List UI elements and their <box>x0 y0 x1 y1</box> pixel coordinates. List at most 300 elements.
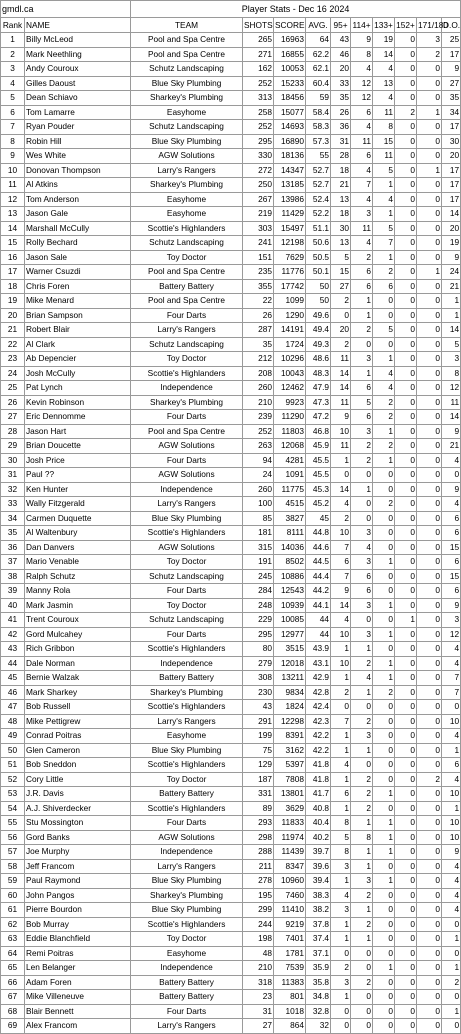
cell-171-180: 3 <box>417 33 442 48</box>
cell-rank: 15 <box>1 236 25 251</box>
cell-152plus: 0 <box>395 178 417 193</box>
cell-shots: 239 <box>243 410 274 425</box>
cell-shots: 291 <box>243 714 274 729</box>
cell-114plus: 2 <box>351 453 373 468</box>
cell-team: Toy Doctor <box>131 932 243 947</box>
cell-133plus: 1 <box>373 352 395 367</box>
cell-171-180: 0 <box>417 497 442 512</box>
cell-name: Mark Jasmin <box>25 598 131 613</box>
cell-shots: 94 <box>243 453 274 468</box>
cell-rank: 58 <box>1 859 25 874</box>
table-row <box>1 845 461 860</box>
cell-shots: 271 <box>243 47 274 62</box>
cell-95plus: 26 <box>331 105 351 120</box>
cell-name: Chris Foren <box>25 279 131 294</box>
cell-team: Sharkey's Plumbing <box>131 888 243 903</box>
cell-95plus: 10 <box>331 627 351 642</box>
cell-avg: 57.3 <box>306 134 331 149</box>
title-row <box>1 1 461 18</box>
cell-133plus: 1 <box>373 816 395 831</box>
cell-rank: 55 <box>1 816 25 831</box>
cell-score: 1781 <box>274 946 306 961</box>
cell-95plus: 1 <box>331 874 351 889</box>
cell-do: 34 <box>442 105 461 120</box>
cell-152plus: 0 <box>395 120 417 135</box>
cell-rank: 16 <box>1 250 25 265</box>
column-header-score: SCORE <box>274 18 306 33</box>
cell-95plus: 1 <box>331 743 351 758</box>
cell-shots: 258 <box>243 105 274 120</box>
cell-171-180: 2 <box>417 47 442 62</box>
column-header-name: NAME <box>25 18 131 33</box>
cell-score: 7808 <box>274 772 306 787</box>
cell-shots: 293 <box>243 816 274 831</box>
cell-score: 7629 <box>274 250 306 265</box>
cell-team: Blue Sky Plumbing <box>131 76 243 91</box>
cell-name: Rolly Bechard <box>25 236 131 251</box>
cell-95plus: 14 <box>331 482 351 497</box>
cell-avg: 40.8 <box>306 801 331 816</box>
cell-133plus: 0 <box>373 613 395 628</box>
cell-rank: 65 <box>1 961 25 976</box>
cell-do: 11 <box>442 395 461 410</box>
cell-95plus: 8 <box>331 816 351 831</box>
table-row <box>1 816 461 831</box>
cell-114plus: 1 <box>351 859 373 874</box>
cell-shots: 235 <box>243 265 274 280</box>
cell-114plus: 4 <box>351 540 373 555</box>
table-row <box>1 381 461 396</box>
cell-shots: 229 <box>243 613 274 628</box>
cell-name: Tom Lamarre <box>25 105 131 120</box>
header-row <box>1 18 461 33</box>
cell-133plus: 0 <box>373 946 395 961</box>
cell-rank: 17 <box>1 265 25 280</box>
cell-team: Pool and Spa Centre <box>131 265 243 280</box>
cell-114plus: 12 <box>351 76 373 91</box>
cell-do: 20 <box>442 221 461 236</box>
cell-114plus: 0 <box>351 337 373 352</box>
cell-152plus: 0 <box>395 888 417 903</box>
cell-95plus: 4 <box>331 758 351 773</box>
cell-shots: 208 <box>243 366 274 381</box>
cell-95plus: 13 <box>331 192 351 207</box>
cell-do: 9 <box>442 424 461 439</box>
cell-152plus: 0 <box>395 569 417 584</box>
cell-name: Donovan Thompson <box>25 163 131 178</box>
cell-95plus: 0 <box>331 468 351 483</box>
page-title: Player Stats - Dec 16 2024 <box>131 1 461 18</box>
cell-171-180: 0 <box>417 178 442 193</box>
cell-name: Glen Cameron <box>25 743 131 758</box>
cell-171-180: 0 <box>417 888 442 903</box>
cell-95plus: 15 <box>331 265 351 280</box>
cell-114plus: 0 <box>351 613 373 628</box>
cell-team: Easyhome <box>131 729 243 744</box>
cell-do: 1 <box>442 743 461 758</box>
cell-171-180: 0 <box>417 903 442 918</box>
cell-95plus: 4 <box>331 888 351 903</box>
cell-score: 13211 <box>274 671 306 686</box>
cell-171-180: 0 <box>417 439 442 454</box>
cell-team: Toy Doctor <box>131 598 243 613</box>
cell-do: 10 <box>442 787 461 802</box>
cell-171-180: 0 <box>417 453 442 468</box>
cell-score: 14191 <box>274 323 306 338</box>
cell-114plus: 1 <box>351 482 373 497</box>
column-header-team: TEAM <box>131 18 243 33</box>
cell-171-180: 0 <box>417 352 442 367</box>
cell-95plus: 2 <box>331 961 351 976</box>
cell-114plus: 1 <box>351 294 373 309</box>
cell-shots: 210 <box>243 395 274 410</box>
cell-shots: 308 <box>243 671 274 686</box>
cell-152plus: 2 <box>395 105 417 120</box>
table-row <box>1 1004 461 1019</box>
cell-do: 6 <box>442 526 461 541</box>
cell-152plus: 0 <box>395 134 417 149</box>
cell-score: 8347 <box>274 859 306 874</box>
cell-171-180: 0 <box>417 961 442 976</box>
cell-95plus: 1 <box>331 671 351 686</box>
cell-rank: 48 <box>1 714 25 729</box>
table-row <box>1 917 461 932</box>
cell-rank: 61 <box>1 903 25 918</box>
cell-133plus: 0 <box>373 511 395 526</box>
cell-114plus: 1 <box>351 932 373 947</box>
table-row <box>1 584 461 599</box>
cell-do: 0 <box>442 700 461 715</box>
cell-score: 18136 <box>274 149 306 164</box>
cell-score: 11974 <box>274 830 306 845</box>
table-row <box>1 1019 461 1034</box>
cell-avg: 48.3 <box>306 366 331 381</box>
cell-team: Battery Battery <box>131 990 243 1005</box>
cell-152plus: 0 <box>395 903 417 918</box>
cell-team: Scottie's Highlanders <box>131 526 243 541</box>
cell-score: 4281 <box>274 453 306 468</box>
cell-score: 1018 <box>274 1004 306 1019</box>
cell-do: 35 <box>442 91 461 106</box>
cell-avg: 52.7 <box>306 163 331 178</box>
cell-do: 1 <box>442 961 461 976</box>
cell-rank: 69 <box>1 1019 25 1034</box>
cell-114plus: 4 <box>351 163 373 178</box>
table-row <box>1 279 461 294</box>
cell-name: Wally Fitzgerald <box>25 497 131 512</box>
cell-avg: 44.1 <box>306 598 331 613</box>
cell-score: 14693 <box>274 120 306 135</box>
cell-171-180: 0 <box>417 917 442 932</box>
cell-score: 801 <box>274 990 306 1005</box>
cell-team: Toy Doctor <box>131 555 243 570</box>
cell-name: Stu Mossington <box>25 816 131 831</box>
table-row <box>1 801 461 816</box>
cell-score: 11290 <box>274 410 306 425</box>
cell-rank: 18 <box>1 279 25 294</box>
cell-team: AGW Solutions <box>131 149 243 164</box>
cell-95plus: 1 <box>331 917 351 932</box>
cell-114plus: 0 <box>351 1019 373 1034</box>
cell-95plus: 1 <box>331 729 351 744</box>
cell-shots: 355 <box>243 279 274 294</box>
cell-team: Four Darts <box>131 308 243 323</box>
cell-rank: 50 <box>1 743 25 758</box>
cell-do: 30 <box>442 134 461 149</box>
cell-shots: 31 <box>243 1004 274 1019</box>
cell-team: Scottie's Highlanders <box>131 758 243 773</box>
cell-152plus: 0 <box>395 395 417 410</box>
cell-rank: 44 <box>1 656 25 671</box>
cell-shots: 265 <box>243 33 274 48</box>
cell-shots: 284 <box>243 584 274 599</box>
table-row <box>1 830 461 845</box>
cell-171-180: 0 <box>417 555 442 570</box>
cell-171-180: 0 <box>417 279 442 294</box>
cell-114plus: 3 <box>351 526 373 541</box>
cell-133plus: 0 <box>373 859 395 874</box>
cell-rank: 7 <box>1 120 25 135</box>
table-row <box>1 468 461 483</box>
cell-95plus: 33 <box>331 76 351 91</box>
cell-171-180: 0 <box>417 250 442 265</box>
table-row <box>1 192 461 207</box>
cell-114plus: 9 <box>351 33 373 48</box>
cell-171-180: 0 <box>417 874 442 889</box>
cell-score: 16855 <box>274 47 306 62</box>
cell-95plus: 3 <box>331 859 351 874</box>
table-row <box>1 178 461 193</box>
cell-team: Pool and Spa Centre <box>131 424 243 439</box>
cell-95plus: 10 <box>331 424 351 439</box>
cell-avg: 62.1 <box>306 62 331 77</box>
table-row <box>1 787 461 802</box>
table-row <box>1 91 461 106</box>
cell-rank: 10 <box>1 163 25 178</box>
cell-152plus: 0 <box>395 47 417 62</box>
cell-133plus: 0 <box>373 758 395 773</box>
column-header-avg: AVG. <box>306 18 331 33</box>
cell-shots: 22 <box>243 294 274 309</box>
table-row <box>1 134 461 149</box>
cell-152plus: 0 <box>395 917 417 932</box>
cell-avg: 44.4 <box>306 569 331 584</box>
cell-152plus: 0 <box>395 279 417 294</box>
cell-name: Rich Gribbon <box>25 642 131 657</box>
cell-avg: 58.4 <box>306 105 331 120</box>
cell-171-180: 0 <box>417 323 442 338</box>
cell-152plus: 0 <box>395 830 417 845</box>
cell-name: Ken Hunter <box>25 482 131 497</box>
table-row <box>1 337 461 352</box>
cell-133plus: 1 <box>373 787 395 802</box>
cell-152plus: 0 <box>395 627 417 642</box>
column-header-shots: SHOTS <box>243 18 274 33</box>
cell-avg: 35.8 <box>306 975 331 990</box>
cell-133plus: 1 <box>373 627 395 642</box>
cell-shots: 252 <box>243 120 274 135</box>
cell-rank: 38 <box>1 569 25 584</box>
cell-95plus: 14 <box>331 381 351 396</box>
cell-133plus: 5 <box>373 163 395 178</box>
cell-171-180: 0 <box>417 787 442 802</box>
cell-95plus: 0 <box>331 308 351 323</box>
cell-name: Bernie Walzak <box>25 671 131 686</box>
cell-avg: 34.8 <box>306 990 331 1005</box>
cell-shots: 250 <box>243 178 274 193</box>
cell-do: 17 <box>442 192 461 207</box>
cell-rank: 9 <box>1 149 25 164</box>
cell-133plus: 0 <box>373 903 395 918</box>
cell-shots: 89 <box>243 801 274 816</box>
cell-shots: 245 <box>243 569 274 584</box>
cell-133plus: 11 <box>373 105 395 120</box>
cell-do: 1 <box>442 801 461 816</box>
cell-rank: 60 <box>1 888 25 903</box>
cell-114plus: 3 <box>351 598 373 613</box>
cell-133plus: 0 <box>373 772 395 787</box>
cell-152plus: 0 <box>395 236 417 251</box>
cell-team: Larry's Rangers <box>131 1019 243 1034</box>
cell-133plus: 0 <box>373 1019 395 1034</box>
cell-avg: 50 <box>306 279 331 294</box>
table-row <box>1 395 461 410</box>
cell-133plus: 2 <box>373 265 395 280</box>
cell-name: Paul Raymond <box>25 874 131 889</box>
cell-152plus: 0 <box>395 337 417 352</box>
cell-name: J.R. Davis <box>25 787 131 802</box>
cell-avg: 40.4 <box>306 816 331 831</box>
cell-114plus: 3 <box>351 352 373 367</box>
cell-name: Al Atkins <box>25 178 131 193</box>
cell-avg: 50 <box>306 294 331 309</box>
cell-avg: 49.6 <box>306 308 331 323</box>
cell-133plus: 0 <box>373 743 395 758</box>
cell-score: 11775 <box>274 482 306 497</box>
cell-133plus: 0 <box>373 526 395 541</box>
cell-171-180: 0 <box>417 381 442 396</box>
cell-shots: 210 <box>243 961 274 976</box>
cell-name: Ralph Schutz <box>25 569 131 584</box>
table-row <box>1 33 461 48</box>
cell-95plus: 35 <box>331 91 351 106</box>
cell-score: 11439 <box>274 845 306 860</box>
cell-do: 21 <box>442 439 461 454</box>
cell-name: Blair Bennett <box>25 1004 131 1019</box>
cell-shots: 267 <box>243 192 274 207</box>
cell-shots: 313 <box>243 91 274 106</box>
cell-rank: 27 <box>1 410 25 425</box>
cell-rank: 63 <box>1 932 25 947</box>
cell-avg: 43.1 <box>306 656 331 671</box>
cell-152plus: 0 <box>395 859 417 874</box>
cell-rank: 68 <box>1 1004 25 1019</box>
cell-shots: 260 <box>243 381 274 396</box>
cell-shots: 295 <box>243 627 274 642</box>
cell-team: Larry's Rangers <box>131 714 243 729</box>
cell-name: Alex Francom <box>25 1019 131 1034</box>
cell-152plus: 0 <box>395 439 417 454</box>
cell-114plus: 2 <box>351 656 373 671</box>
table-row <box>1 236 461 251</box>
cell-name: Mario Venable <box>25 555 131 570</box>
cell-do: 5 <box>442 337 461 352</box>
cell-team: Schutz Landscaping <box>131 62 243 77</box>
cell-avg: 37.8 <box>306 917 331 932</box>
cell-score: 10043 <box>274 366 306 381</box>
cell-name: Remi Poitras <box>25 946 131 961</box>
cell-team: Larry's Rangers <box>131 323 243 338</box>
cell-do: 2 <box>442 975 461 990</box>
cell-do: 10 <box>442 816 461 831</box>
cell-152plus: 0 <box>395 874 417 889</box>
cell-name: Adam Foren <box>25 975 131 990</box>
cell-avg: 32.8 <box>306 1004 331 1019</box>
cell-team: Independence <box>131 845 243 860</box>
cell-team: Blue Sky Plumbing <box>131 743 243 758</box>
cell-152plus: 0 <box>395 700 417 715</box>
cell-team: Toy Doctor <box>131 772 243 787</box>
cell-team: Scottie's Highlanders <box>131 642 243 657</box>
cell-team: Four Darts <box>131 410 243 425</box>
table-row <box>1 569 461 584</box>
cell-do: 0 <box>442 990 461 1005</box>
cell-rank: 43 <box>1 642 25 657</box>
cell-do: 12 <box>442 381 461 396</box>
cell-do: 8 <box>442 366 461 381</box>
table-row <box>1 540 461 555</box>
cell-171-180: 0 <box>417 308 442 323</box>
cell-team: Battery Battery <box>131 975 243 990</box>
cell-114plus: 1 <box>351 308 373 323</box>
cell-shots: 248 <box>243 598 274 613</box>
cell-rank: 49 <box>1 729 25 744</box>
cell-name: Mike Menard <box>25 294 131 309</box>
cell-avg: 62.2 <box>306 47 331 62</box>
cell-do: 4 <box>442 453 461 468</box>
cell-133plus: 1 <box>373 656 395 671</box>
cell-114plus: 2 <box>351 323 373 338</box>
cell-114plus: 2 <box>351 250 373 265</box>
cell-133plus: 0 <box>373 468 395 483</box>
column-header-152plus: 152+ <box>395 18 417 33</box>
cell-do: 6 <box>442 584 461 599</box>
cell-do: 1 <box>442 1004 461 1019</box>
cell-171-180: 0 <box>417 221 442 236</box>
cell-rank: 13 <box>1 207 25 222</box>
cell-171-180: 0 <box>417 468 442 483</box>
cell-do: 9 <box>442 598 461 613</box>
cell-133plus: 1 <box>373 207 395 222</box>
cell-rank: 32 <box>1 482 25 497</box>
cell-114plus: 0 <box>351 468 373 483</box>
cell-score: 1290 <box>274 308 306 323</box>
cell-team: Easyhome <box>131 192 243 207</box>
cell-do: 21 <box>442 279 461 294</box>
cell-name: Kevin Robinson <box>25 395 131 410</box>
cell-team: Independence <box>131 656 243 671</box>
cell-rank: 23 <box>1 352 25 367</box>
cell-score: 9219 <box>274 917 306 932</box>
cell-team: Schutz Landscaping <box>131 236 243 251</box>
cell-score: 11410 <box>274 903 306 918</box>
cell-152plus: 0 <box>395 366 417 381</box>
cell-name: Joe Murphy <box>25 845 131 860</box>
cell-shots: 100 <box>243 497 274 512</box>
cell-133plus: 1 <box>373 874 395 889</box>
table-row <box>1 975 461 990</box>
table-row <box>1 714 461 729</box>
